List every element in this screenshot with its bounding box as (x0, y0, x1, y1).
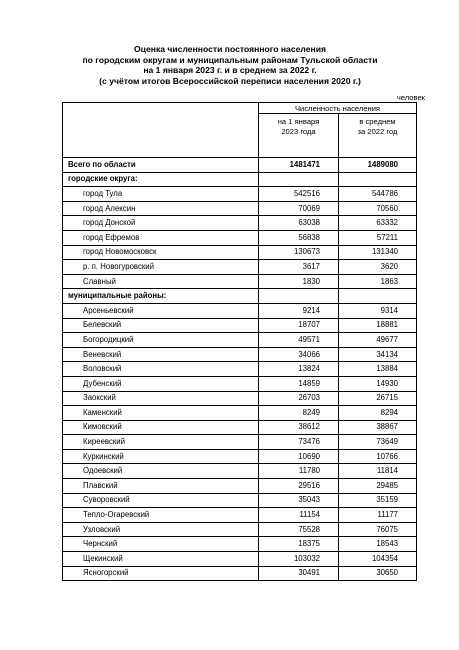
col-avg-header: в среднем за 2022 год (339, 114, 417, 158)
row-name: Суворовский (63, 493, 259, 508)
row-name: Арсеньевский (63, 303, 259, 318)
row-value-jan: 14859 (259, 376, 339, 391)
row-value-avg: 34134 (339, 347, 417, 362)
section-empty-cell (339, 172, 417, 187)
row-value-jan: 49571 (259, 333, 339, 348)
section-title: городские округа: (63, 172, 259, 187)
row-value-jan: 3617 (259, 260, 339, 275)
row-value-jan: 26703 (259, 391, 339, 406)
title-line-3: на 1 января 2023 г. и в среднем за 2022 г. (143, 65, 317, 76)
table-row (63, 347, 417, 362)
row-name: Плавский (63, 479, 259, 494)
row-value-avg: 14930 (339, 376, 417, 391)
table-row (63, 333, 417, 348)
row-value-jan: 103032 (259, 552, 339, 567)
row-name: Белевский (63, 318, 259, 333)
row-name: Киреевский (63, 435, 259, 450)
table-row (63, 420, 417, 435)
row-value-avg: 35159 (339, 493, 417, 508)
row-value-jan: 75528 (259, 522, 339, 537)
row-name: р. п. Новогуровский (63, 260, 259, 275)
table-row (63, 362, 417, 377)
row-value-jan: 10690 (259, 449, 339, 464)
row-value-avg: 9314 (339, 303, 417, 318)
row-value-jan: 11780 (259, 464, 339, 479)
row-name: город Донской (63, 216, 259, 231)
row-value-jan: 13824 (259, 362, 339, 377)
population-group-header: Численность населения (259, 103, 417, 114)
row-value-jan: 1481471 (259, 158, 339, 173)
table-row (63, 435, 417, 450)
table-row (63, 479, 417, 494)
table-row (63, 508, 417, 523)
section-header-row (63, 289, 417, 304)
row-value-jan: 130673 (259, 245, 339, 260)
table-row (63, 318, 417, 333)
table-row (63, 566, 417, 581)
row-value-avg: 49677 (339, 333, 417, 348)
row-value-avg: 76075 (339, 522, 417, 537)
row-value-jan: 542516 (259, 187, 339, 202)
row-value-avg: 70560 (339, 201, 417, 216)
row-value-jan: 29516 (259, 479, 339, 494)
row-name: город Ефремов (63, 230, 259, 245)
unit-label: человек (396, 93, 425, 102)
table-row (63, 376, 417, 391)
row-name: Одоевский (63, 464, 259, 479)
row-value-avg: 63332 (339, 216, 417, 231)
row-value-avg: 18543 (339, 537, 417, 552)
row-value-avg: 3620 (339, 260, 417, 275)
row-name: Тепло-Огаревский (63, 508, 259, 523)
row-value-jan: 73476 (259, 435, 339, 450)
row-value-jan: 11154 (259, 508, 339, 523)
row-name: Славный (63, 274, 259, 289)
row-name: Дубенский (63, 376, 259, 391)
row-value-jan: 35043 (259, 493, 339, 508)
row-name: Узловский (63, 522, 259, 537)
name-column-header (63, 103, 259, 158)
row-value-avg: 10766 (339, 449, 417, 464)
row-name: Чернский (63, 537, 259, 552)
section-header-row (63, 172, 417, 187)
row-value-avg: 11814 (339, 464, 417, 479)
row-value-avg: 544786 (339, 187, 417, 202)
row-value-avg: 73649 (339, 435, 417, 450)
col-jan-header: на 1 января 2023 года (259, 114, 339, 158)
table-row (63, 260, 417, 275)
row-value-avg: 1863 (339, 274, 417, 289)
row-name: Богородицкий (63, 333, 259, 348)
document-title (60, 44, 400, 86)
section-empty-cell (259, 289, 339, 304)
row-value-jan: 63038 (259, 216, 339, 231)
row-value-avg: 26715 (339, 391, 417, 406)
table-row (63, 303, 417, 318)
table-row (63, 216, 417, 231)
table-row (63, 552, 417, 567)
row-name: Воловский (63, 362, 259, 377)
title-line-4: (с учётом итогов Всероссийской переписи населения 2020 г.) (99, 75, 361, 86)
row-name: город Новомосковск (63, 245, 259, 260)
table-row (63, 464, 417, 479)
table-row (63, 201, 417, 216)
row-value-jan: 9214 (259, 303, 339, 318)
row-value-avg: 30650 (339, 566, 417, 581)
table-row (63, 522, 417, 537)
row-value-avg: 29485 (339, 479, 417, 494)
row-value-jan: 70069 (259, 201, 339, 216)
section-empty-cell (259, 172, 339, 187)
row-name: Заокский (63, 391, 259, 406)
row-value-jan: 8249 (259, 406, 339, 421)
section-empty-cell (339, 289, 417, 304)
row-value-avg: 1489080 (339, 158, 417, 173)
row-name: Всего по области (63, 158, 259, 173)
table-row (63, 230, 417, 245)
row-name: город Алексин (63, 201, 259, 216)
row-name: Ясногорский (63, 566, 259, 581)
population-table (62, 102, 417, 581)
row-value-avg: 131340 (339, 245, 417, 260)
row-value-avg: 38867 (339, 420, 417, 435)
table-row (63, 537, 417, 552)
title-line-1: Оценка численности постоянного населения (134, 44, 326, 54)
table-row (63, 187, 417, 202)
table-row (63, 449, 417, 464)
table-row (63, 493, 417, 508)
row-value-jan: 34066 (259, 347, 339, 362)
table-row (63, 391, 417, 406)
row-value-jan: 18707 (259, 318, 339, 333)
table-body (63, 158, 417, 581)
table-row-total (63, 158, 417, 173)
row-value-avg: 13884 (339, 362, 417, 377)
row-value-avg: 11177 (339, 508, 417, 523)
row-value-avg: 18881 (339, 318, 417, 333)
section-title: муниципальные районы: (63, 289, 259, 304)
row-value-jan: 1830 (259, 274, 339, 289)
row-name: город Тула (63, 187, 259, 202)
row-name: Веневский (63, 347, 259, 362)
row-value-avg: 104354 (339, 552, 417, 567)
table-row (63, 406, 417, 421)
row-value-avg: 8294 (339, 406, 417, 421)
row-name: Щекинский (63, 552, 259, 567)
row-name: Куркинский (63, 449, 259, 464)
row-value-avg: 57211 (339, 230, 417, 245)
table-row (63, 245, 417, 260)
row-value-jan: 38612 (259, 420, 339, 435)
table-row (63, 274, 417, 289)
row-name: Каменский (63, 406, 259, 421)
row-value-jan: 18375 (259, 537, 339, 552)
row-name: Кимовский (63, 420, 259, 435)
row-value-jan: 30491 (259, 566, 339, 581)
row-value-jan: 56838 (259, 230, 339, 245)
title-line-2: по городским округам и муниципальным районам Тульской области (82, 54, 378, 65)
